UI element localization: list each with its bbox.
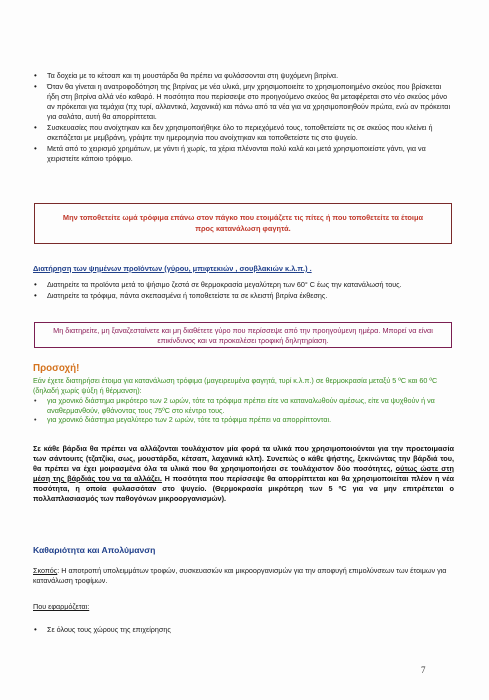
- list-item: • Σε όλους τους χώρους της επιχείρησης: [33, 625, 454, 635]
- list-item: • Διατηρείτε τα προϊόντα μετά το ψήσιμο ζεστά σε θερμοκρασία μεγαλύτερη των 60° C έως την κατανάλωσή τους.: [33, 280, 454, 290]
- list-item: • Τα δοχεία με το κέτσαπ και τη μουστάρδα θα πρέπει να φυλάσσονται στη ψυχόμενη βιτρίνα.: [33, 71, 454, 81]
- section-heading: Διατήρηση των ψημένων προϊόντων (γύρου, μπιφτεκιών , σουβλακιών κ.λ.π.) .: [33, 264, 312, 273]
- applies-bullet-list: [33, 625, 454, 636]
- shift-ingredients-paragraph: [33, 444, 454, 504]
- scope-label: Σκοπός: [33, 566, 58, 575]
- paragraph-text: Σε κάθε βάρδια θα πρέπει να αλλάζονται τουλάχιστον μία φορά τα υλικά που χρησιμοποιούνται για την προετοιμασία των σάντουιτς (τζατζίκι, σως, μουστάρδα, κέτσαπ, λαχανικά κλπ). Συνεπώς ο κάθε ψήστης, ξεκινώντας την βάρδιά του, θα πρέπει να έχει μοιρασμένα όλα τα υλικά που θα χρησιμοποιήσει σε τουλάχιστον δύο ποσότητες,: [33, 444, 454, 473]
- attention-block: [33, 376, 453, 425]
- paragraph-text: Η ποσότητα που περίσσεψε θα απορρίπτεται και θα χρησιμοποιείται πλέον η νέα ποσότητα, η οποία φυλασσόταν στο ψυγείο. (Θερμοκρασία μικρότερη των 5 ºC για να μην επιτρέπεται ο πολλαπλασιασμός των παθογόνων μικροοργανισμών).: [33, 474, 454, 503]
- gyro-warning-box: [34, 322, 452, 348]
- gyro-warning-text: Μη διατηρείτε, μη ξαναζεσταίνετε και μη διαθέτετε γύρο που περίσσεψε από την προηγούμενη ημέρα. Μπορεί να είναι επικίνδυνος και να προκαλέσει τροφική δηλητηρίαση.: [53, 326, 433, 345]
- storage-bullet-list: [33, 280, 454, 302]
- scope-text: : Η αποτροπή υπολειμμάτων τροφών, συσκευασιών και μικροοργανισμών για την αποφυγή επιμολύνσεων των έτοιμων για κατανάλωση τροφίμων.: [33, 566, 447, 585]
- applies-label: Που εφαρμόζεται:: [33, 602, 90, 611]
- list-item: • για χρονικό διάστημα μικρότερο των 2 ωρών, τότε τα τρόφιμα πρέπει είτε να καταναλωθούν αμέσως, είτε να ψυχθούν ή να αναθερμανθούν, φθάνοντας τους 75ºC στο κέντρο τους.: [33, 396, 453, 415]
- list-item: • για χρονικό διάστημα μεγαλύτερο των 2 ωρών, τότε τα τρόφιμα πρέπει να απορρίπτονται.: [33, 415, 453, 425]
- list-item: • Όταν θα γίνεται η ανατροφοδότηση της βιτρίνας με νέα υλικά, μην χρησιμοποιείτε το χρησιμοποιημένο σκεύος που βρίσκεται ήδη στη βιτρίνα αλλά νέο καθαρό. Η ποσότητα που περίσσεψε στο προηγούμενο σκεύος θα μεταφέρεται στο νέο σκεύος μόνο αν πρόκειται για τεμάχια (πχ τυρί, αλλαντικά, λαχανικά) και πάνω από τα νέα για να χρησιμοποιηθούν πρώτα, ενώ αν πρόκειται για σαλάτα, αυτή θα απορρίπτεται.: [33, 82, 454, 123]
- attention-title: Προσοχή!: [33, 363, 80, 374]
- page-number: 7: [421, 665, 426, 675]
- attention-intro: Εάν έχετε διατηρήσει έτοιμα για κατανάλωση τρόφιμα (μαγειρευμένα φαγητά, τυρί κ.λ.π.) σε θερμοκρασία μεταξύ 5 ºC και 60 ºC (δηλαδή χωρίς ψύξη ή θέρμανση):: [33, 376, 438, 395]
- list-item: • Διατηρείτε τα τρόφιμα, πάντα σκεπασμένα ή τοποθετείστε τα σε κλειστή βιτρίνα έκθεσης.: [33, 291, 454, 301]
- scope-paragraph: [33, 566, 454, 586]
- raw-food-warning-box: [34, 203, 452, 244]
- top-bullet-list: [33, 71, 454, 165]
- list-item: • Συσκευασίες που ανοίχτηκαν και δεν χρησιμοποιήθηκε όλο το περιεχόμενό τους, τοποθετείστε τις σε σκεύος που κλείνει ή σκεπάζεται με μεμβράνη, γράψτε την ημερομηνία που ανοίχτηκαν και τοποθετείστε τις στο ψυγείο.: [33, 123, 454, 143]
- raw-food-warning-text: Μην τοποθετείτε ωμά τρόφιμα επάνω στον πάγκο που ετοιμάζετε τις πίτες ή που τοποθετείτε τα έτοιμα προς κατανάλωση φαγητά.: [62, 212, 424, 233]
- list-item: • Μετά από το χειρισμό χρημάτων, με γάντι ή χωρίς, τα χέρια πλένονται πολύ καλά και μετά χρησιμοποιείστε γάντι, για να χειριστείτε κάποιο τρόφιμο.: [33, 144, 454, 164]
- cleaning-section-title: Καθαριότητα και Απολύμανση: [33, 545, 156, 555]
- paragraph-underlined-text: ούτως ώστε στη μέση της βάρδιάς του να τα αλλάζει.: [33, 464, 454, 483]
